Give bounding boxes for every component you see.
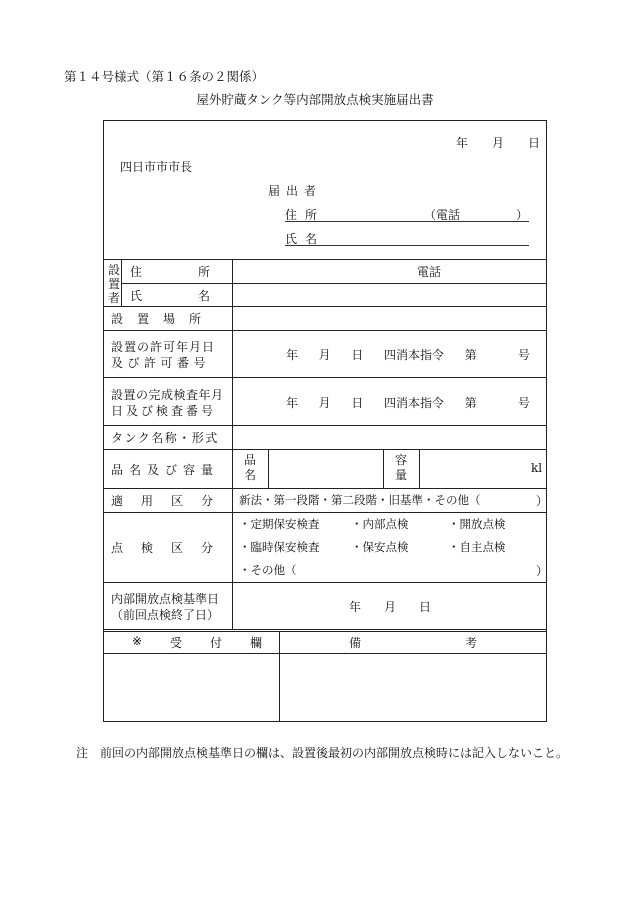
submission-date bbox=[456, 134, 540, 151]
reception-header bbox=[132, 634, 262, 651]
divider-top-block bbox=[103, 259, 547, 260]
location-label: 設置場所 bbox=[111, 312, 216, 326]
applicant-tel-label: （電話 bbox=[424, 208, 461, 222]
product-name-label bbox=[244, 453, 256, 483]
base-date-year: 年 bbox=[349, 600, 362, 614]
installer-name-label: 氏名 bbox=[130, 289, 267, 303]
addressee: 四日市市市長 bbox=[120, 160, 193, 174]
applicant-name-line bbox=[285, 245, 529, 246]
divider-product bbox=[103, 488, 547, 489]
vline-installer-group bbox=[121, 259, 122, 306]
date-month-label: 月 bbox=[491, 136, 504, 150]
installer-address-cell bbox=[130, 263, 267, 280]
completion-go: 号 bbox=[517, 396, 530, 410]
permit-day: 日 bbox=[351, 348, 364, 362]
inspection-close: ） bbox=[536, 564, 549, 578]
permit-label-line1: 設置の許可年月日 bbox=[111, 340, 216, 354]
permit-go: 号 bbox=[517, 348, 530, 362]
inspection-open: ・開放点検 bbox=[448, 517, 506, 531]
permit-month: 月 bbox=[318, 348, 331, 362]
completion-value bbox=[286, 394, 530, 411]
tank-label: タンク名称・形式 bbox=[111, 431, 219, 445]
completion-dai: 第 bbox=[464, 396, 477, 410]
inspection-other: ・その他（ bbox=[239, 563, 297, 577]
installer-group-label: 設置者 bbox=[107, 263, 120, 305]
permit-dai: 第 bbox=[464, 348, 477, 362]
capacity-unit: kl bbox=[531, 461, 543, 475]
reception-header-2: 付 bbox=[209, 636, 222, 650]
completion-label-line2: 日及び検査番号 bbox=[111, 404, 217, 418]
capacity-label bbox=[395, 453, 407, 483]
applicant-label: 届出者 bbox=[268, 184, 323, 198]
divider-installer-end bbox=[103, 306, 547, 307]
applicant-address-label: 住所 bbox=[285, 208, 326, 222]
category-label: 適用区分 bbox=[111, 494, 232, 508]
inspection-safety: ・保安点検 bbox=[351, 540, 409, 554]
remarks-header bbox=[349, 634, 477, 651]
applicant-tel-close: ） bbox=[516, 208, 529, 222]
capacity-label-2: 量 bbox=[395, 468, 408, 482]
applicant-address-line bbox=[285, 221, 529, 222]
date-year-label: 年 bbox=[456, 136, 469, 150]
divider-footer-header bbox=[103, 653, 547, 654]
inspection-voluntary: ・自主点検 bbox=[448, 540, 506, 554]
divider-permit bbox=[103, 377, 547, 378]
remarks-header-1: 備 bbox=[349, 636, 362, 650]
divider-tank bbox=[103, 449, 547, 450]
base-date-month: 月 bbox=[383, 600, 396, 614]
product-label: 品名及び容量 bbox=[111, 463, 220, 477]
installer-address-label: 住所 bbox=[130, 265, 267, 279]
permit-prefix: 四消本指令 bbox=[383, 348, 444, 362]
base-date-day: 日 bbox=[418, 600, 431, 614]
vline-capacity bbox=[419, 449, 420, 488]
base-date-label-line2: （前回点検終了日） bbox=[111, 608, 220, 622]
completion-label-line1: 設置の完成検査年月 bbox=[111, 388, 224, 402]
capacity-label-1: 容 bbox=[395, 453, 408, 467]
installer-tel-label: 電話 bbox=[417, 265, 442, 279]
base-date-label-line1: 内部開放点検基準日 bbox=[111, 592, 220, 606]
inspection-periodic: ・定期保安検査 bbox=[239, 517, 320, 531]
remarks-header-2: 考 bbox=[464, 636, 477, 650]
category-close: ） bbox=[536, 494, 549, 508]
vline-label-column bbox=[232, 259, 233, 629]
reception-header-mark: ※ bbox=[132, 634, 143, 648]
date-day-label: 日 bbox=[527, 136, 540, 150]
inspection-label: 点検区分 bbox=[111, 541, 232, 555]
category-options: 新法・第一段階・第二段階・旧基準・その他（ bbox=[239, 493, 481, 507]
reception-header-3: 欄 bbox=[249, 636, 262, 650]
permit-value bbox=[286, 346, 530, 363]
product-name-label-2: 名 bbox=[244, 468, 257, 482]
divider-inspection bbox=[103, 582, 547, 583]
completion-year: 年 bbox=[286, 396, 299, 410]
vline-product-name bbox=[268, 449, 269, 488]
inspection-internal: ・内部点検 bbox=[351, 517, 409, 531]
completion-day: 日 bbox=[351, 396, 364, 410]
vline-footer bbox=[279, 631, 280, 722]
divider-base-date bbox=[103, 629, 547, 632]
divider-installer bbox=[121, 283, 547, 284]
divider-completion bbox=[103, 425, 547, 426]
permit-label-line2: 及び許可番号 bbox=[111, 356, 211, 370]
footnote: 注 前回の内部開放点検基準日の欄は、設置後最初の内部開放点検時には記入しないこと。 bbox=[76, 746, 569, 760]
completion-month: 月 bbox=[318, 396, 331, 410]
reception-header-1: 受 bbox=[170, 636, 183, 650]
base-date-value bbox=[349, 598, 431, 615]
vline-product-mid bbox=[383, 449, 384, 488]
completion-prefix: 四消本指令 bbox=[383, 396, 444, 410]
form-number: 第１４号様式（第１６条の２関係） bbox=[64, 69, 265, 84]
divider-category bbox=[103, 512, 547, 513]
product-name-label-1: 品 bbox=[244, 453, 257, 467]
document-title: 屋外貯蔵タンク等内部開放点検実施届出書 bbox=[196, 92, 434, 107]
divider-location bbox=[103, 330, 547, 331]
installer-name-cell bbox=[130, 287, 267, 304]
applicant-name-label: 氏名 bbox=[285, 232, 326, 246]
permit-year: 年 bbox=[286, 348, 299, 362]
inspection-temporary: ・臨時保安検査 bbox=[239, 540, 320, 554]
